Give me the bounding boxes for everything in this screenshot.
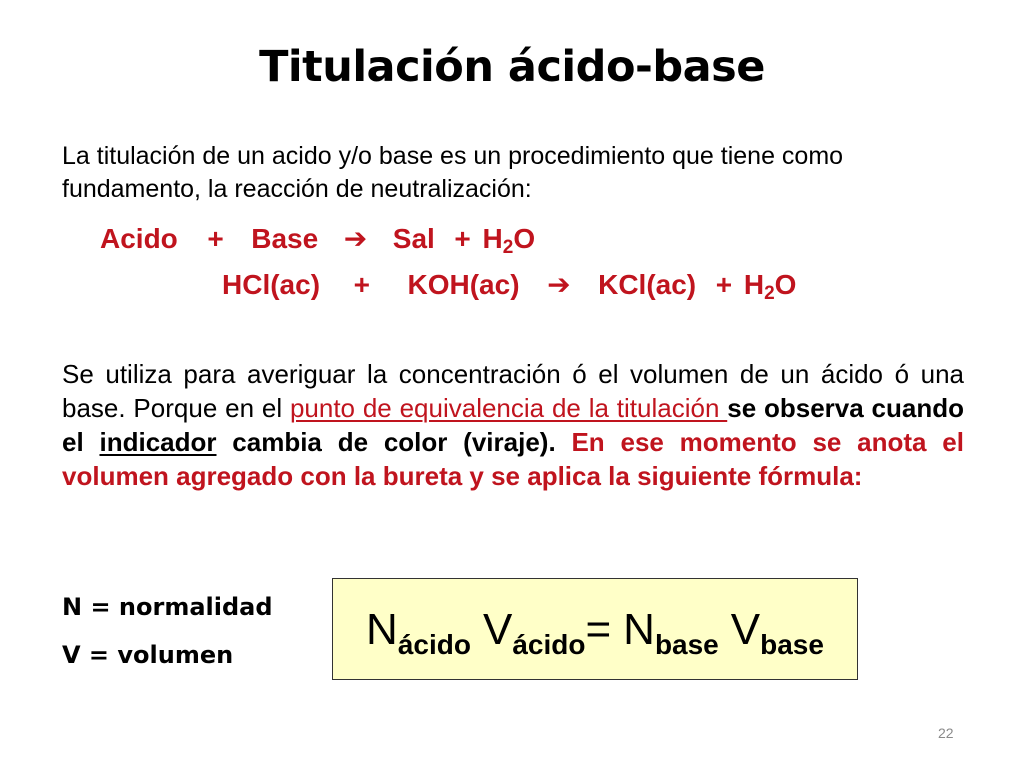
- general-equation: [100, 222, 536, 258]
- eq-plus-2: +: [454, 223, 471, 254]
- formula-v-2: V: [730, 605, 761, 654]
- indicator-term: indicador: [99, 427, 217, 457]
- formula-sub-base: base: [654, 629, 719, 660]
- formula-v: V: [482, 605, 513, 654]
- paragraph-bold-text: se observa cuando el: [62, 393, 964, 457]
- definition-normality: N = normalidad: [62, 593, 273, 621]
- arrow-icon: ➔: [547, 269, 571, 300]
- eq-plus-2: +: [715, 269, 733, 300]
- formula-sub-acid: ácido: [397, 629, 471, 660]
- formula-equals: =: [585, 605, 612, 654]
- slide-title: Titulación ácido-base: [259, 42, 765, 92]
- page-number: 22: [938, 725, 954, 741]
- formula-n-2: N: [623, 605, 655, 654]
- formula-sub-base-2: base: [760, 629, 824, 660]
- eq-water-sub: 2: [764, 283, 775, 304]
- intro-text: La titulación de un acido y/o base es un procedimiento que tiene como fundamento, la reacción de neutralización:: [62, 142, 844, 203]
- eq-water-o: O: [774, 269, 797, 300]
- eq-acid: HCl(ac): [222, 269, 321, 300]
- eq-water-h: H: [482, 223, 503, 254]
- paragraph-bold-text-2: cambia de color (viraje).: [216, 427, 572, 457]
- explanation-paragraph: [62, 357, 964, 493]
- arrow-icon: ➔: [343, 223, 368, 254]
- example-equation: [222, 268, 797, 304]
- titration-formula-box: [332, 578, 858, 680]
- formula-n: N: [366, 605, 398, 654]
- eq-base: Base: [251, 223, 319, 254]
- eq-salt: KCl(ac): [598, 269, 697, 300]
- eq-base: KOH(ac): [407, 269, 520, 300]
- eq-acid: Acido: [100, 223, 178, 254]
- formula-sub-acid-2: ácido: [512, 629, 586, 660]
- eq-water-sub: 2: [502, 237, 514, 258]
- eq-plus: +: [353, 269, 370, 300]
- eq-water-o: O: [513, 223, 536, 254]
- eq-salt: Sal: [392, 223, 435, 254]
- eq-water-h: H: [743, 269, 765, 300]
- paragraph-red-text: En ese momento se anota el volumen agregado con la bureta y se aplica la siguiente fórmula:: [62, 427, 964, 491]
- paragraph-text: Se utiliza para averiguar la concentración ó el volumen de un ácido ó una base. Porque en el: [62, 359, 964, 423]
- definition-volume: V = volumen: [62, 641, 234, 669]
- eq-plus: +: [207, 223, 224, 254]
- equivalence-point-link: punto de equivalencia de la titulación: [289, 393, 728, 423]
